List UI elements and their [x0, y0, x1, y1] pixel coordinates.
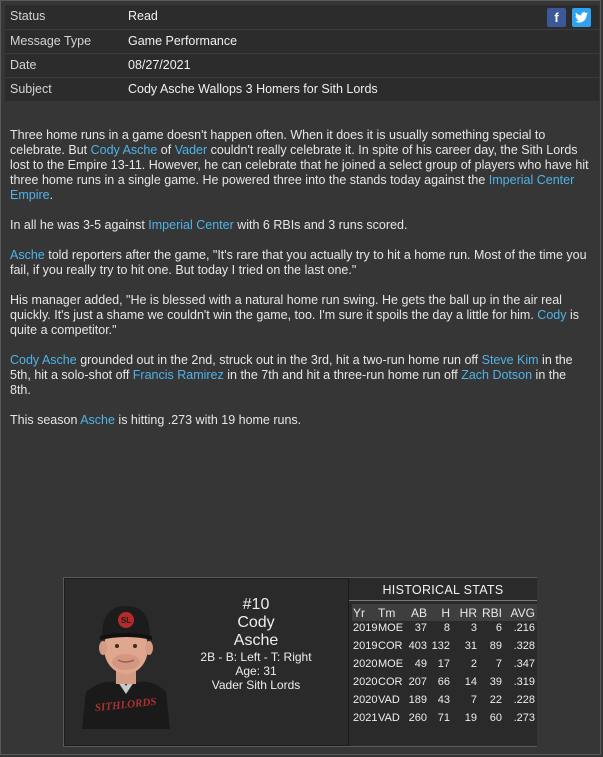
stat-cell-rbi: 39: [489, 676, 502, 688]
stat-cell-avg: .273: [513, 712, 535, 724]
stat-cell-tm: VAD: [378, 712, 400, 724]
team-link-imperial-center[interactable]: Imperial Center: [148, 218, 234, 232]
stat-cell-ab: 189: [408, 694, 427, 706]
stat-cell-ab: 37: [414, 622, 427, 634]
stat-cell-yr: 2021: [353, 712, 378, 724]
stat-cell-tm: VAD: [378, 694, 400, 706]
player-link-zach-dotson[interactable]: Zach Dotson: [461, 368, 533, 382]
stat-cell-ab: 260: [408, 712, 427, 724]
stat-cell-h: 132: [431, 640, 450, 652]
stat-cell-avg: .216: [513, 622, 535, 634]
stat-cell-rbi: 6: [495, 622, 502, 634]
stat-cell-yr: 2019: [353, 622, 378, 634]
text: told reporters after the game, "It's rare that you actually try to hit a home run. Most of the time you fail, if you really try to hit one. But today I tried on the last one.": [10, 248, 587, 277]
col-header-rbi[interactable]: RBI: [481, 606, 502, 620]
stat-cell-yr: 2020: [353, 658, 378, 670]
historical-stats-panel: [348, 578, 537, 746]
player-number: #10: [242, 596, 270, 613]
text: In all he was 3-5 against: [10, 218, 149, 232]
meta-value: Cody Asche Wallops 3 Homers for Sith Lords: [128, 82, 378, 96]
stat-cell-rbi: 60: [489, 712, 502, 724]
col-header-h[interactable]: H: [441, 606, 450, 620]
stats-row[interactable]: [352, 675, 537, 693]
twitter-share-icon[interactable]: [572, 8, 591, 27]
stat-cell-h: 66: [437, 676, 450, 688]
meta-key: Message Type: [10, 34, 92, 48]
text: in the 8th.: [10, 368, 567, 397]
stat-cell-tm: MOE: [378, 658, 404, 670]
player-first-name[interactable]: Cody: [237, 614, 275, 631]
stat-cell-tm: MOE: [378, 622, 404, 634]
player-link-asche[interactable]: Asche: [80, 413, 115, 427]
stats-row[interactable]: [352, 711, 537, 729]
text: in the 5th, hit a solo-shot off: [10, 353, 573, 382]
player-link-cody[interactable]: Cody: [537, 308, 567, 322]
stat-cell-ab: 403: [408, 640, 427, 652]
historical-stats-title: HISTORICAL STATS: [349, 580, 537, 601]
stats-row[interactable]: [352, 639, 537, 657]
stat-cell-avg: .347: [513, 658, 535, 670]
cap-logo: SL: [120, 616, 132, 625]
stat-cell-avg: .228: [513, 694, 535, 706]
stat-cell-h: 17: [437, 658, 450, 670]
player-team[interactable]: Vader Sith Lords: [211, 678, 301, 692]
stat-cell-ab: 207: [408, 676, 427, 688]
article-paragraph: [10, 293, 590, 338]
text: with 6 RBIs and 3 runs scored.: [233, 218, 408, 232]
team-link-vader[interactable]: Vader: [174, 143, 208, 157]
col-header-tm[interactable]: Tm: [378, 606, 396, 620]
text: grounded out in the 2nd, struck out in the 3rd, hit a two-run home run off: [76, 353, 482, 367]
stat-cell-hr: 2: [470, 658, 477, 670]
player-card: [63, 577, 537, 747]
meta-row-date: [5, 53, 599, 78]
stat-cell-hr: 14: [464, 676, 477, 688]
stat-cell-h: 8: [443, 622, 450, 634]
stat-cell-rbi: 89: [489, 640, 502, 652]
text: This season: [10, 413, 81, 427]
stats-row[interactable]: [352, 693, 537, 711]
text: is hitting .273 with 19 home runs.: [114, 413, 302, 427]
jersey-lettering: SITHLORDS: [94, 695, 158, 715]
col-header-yr[interactable]: Yr: [353, 606, 365, 620]
stat-cell-yr: 2020: [353, 694, 378, 706]
stat-cell-tm: COR: [378, 640, 403, 652]
meta-key: Status: [10, 9, 46, 23]
stat-cell-h: 43: [437, 694, 450, 706]
player-link-cody-asche[interactable]: Cody Asche: [10, 353, 77, 367]
col-header-ab[interactable]: AB: [410, 606, 427, 620]
text: of: [157, 143, 175, 157]
article-paragraph: [10, 128, 590, 203]
meta-row-type: [5, 29, 599, 54]
article-paragraph: [10, 248, 590, 278]
col-header-hr[interactable]: HR: [459, 606, 477, 620]
meta-value: 08/27/2021: [128, 58, 191, 72]
stat-cell-yr: 2019: [353, 640, 378, 652]
stat-cell-yr: 2020: [353, 676, 378, 688]
meta-value: Read: [128, 9, 158, 23]
text: Three home runs in a game doesn't happen often. When it does it is usually something special to celebrate. But: [10, 128, 546, 157]
stat-cell-hr: 31: [464, 640, 477, 652]
facebook-share-icon[interactable]: f: [547, 8, 566, 27]
article-paragraph: [10, 413, 590, 428]
player-age: Age: 31: [235, 664, 277, 678]
text: His manager added, "He is blessed with a natural home run swing. He gets the ball up in the air real quickly. It's just a shame we couldn't win the game, too. I'm sure it spoils the day a little for him.: [10, 293, 562, 322]
stat-cell-hr: 19: [464, 712, 477, 724]
stats-row[interactable]: [352, 657, 537, 675]
player-link-cody-asche[interactable]: Cody Asche: [90, 143, 158, 157]
player-link-francis-ramirez[interactable]: Francis Ramirez: [132, 368, 224, 382]
meta-key: Subject: [10, 82, 52, 96]
meta-row-status: [5, 5, 599, 29]
player-info: [184, 596, 328, 692]
stat-cell-hr: 7: [470, 694, 477, 706]
article-paragraph: [10, 218, 590, 233]
stats-header-row: [352, 604, 537, 621]
player-last-name[interactable]: Asche: [233, 632, 279, 649]
message-meta: [5, 5, 599, 101]
stat-cell-ab: 49: [414, 658, 427, 670]
stat-cell-rbi: 22: [489, 694, 502, 706]
text: couldn't really celebrate it. In spite of his career day, the Sith Lords lost to the Empire 13-11. However, he can celebrate that he joined a select group of players who have hit three home runs in a single game. He powered three into the stands today against the: [10, 143, 589, 187]
stat-cell-rbi: 7: [495, 658, 502, 670]
meta-row-subject: [5, 77, 599, 102]
text: .: [49, 188, 54, 202]
player-link-asche[interactable]: Asche: [10, 248, 45, 262]
stat-cell-tm: COR: [378, 676, 403, 688]
team-link-imperial-center-empire[interactable]: Imperial Center Empire: [10, 173, 575, 202]
stat-cell-avg: .319: [513, 676, 535, 688]
text: in the 7th and hit a three-run home run off: [223, 368, 462, 382]
stat-cell-h: 71: [437, 712, 450, 724]
text: is quite a competitor.": [10, 308, 579, 337]
player-photo[interactable]: [80, 596, 171, 729]
meta-key: Date: [10, 58, 37, 72]
player-link-steve-kim[interactable]: Steve Kim: [481, 353, 539, 367]
player-bio: 2B - B: Left - T: Right: [200, 650, 312, 664]
stat-cell-avg: .328: [513, 640, 535, 652]
stat-cell-hr: 3: [470, 622, 477, 634]
stats-table-body: [352, 621, 537, 729]
col-header-avg[interactable]: AVG: [510, 606, 535, 620]
meta-value: Game Performance: [128, 34, 238, 48]
stats-row[interactable]: [352, 621, 537, 639]
article-paragraph: [10, 353, 590, 398]
article-body: [10, 128, 590, 443]
